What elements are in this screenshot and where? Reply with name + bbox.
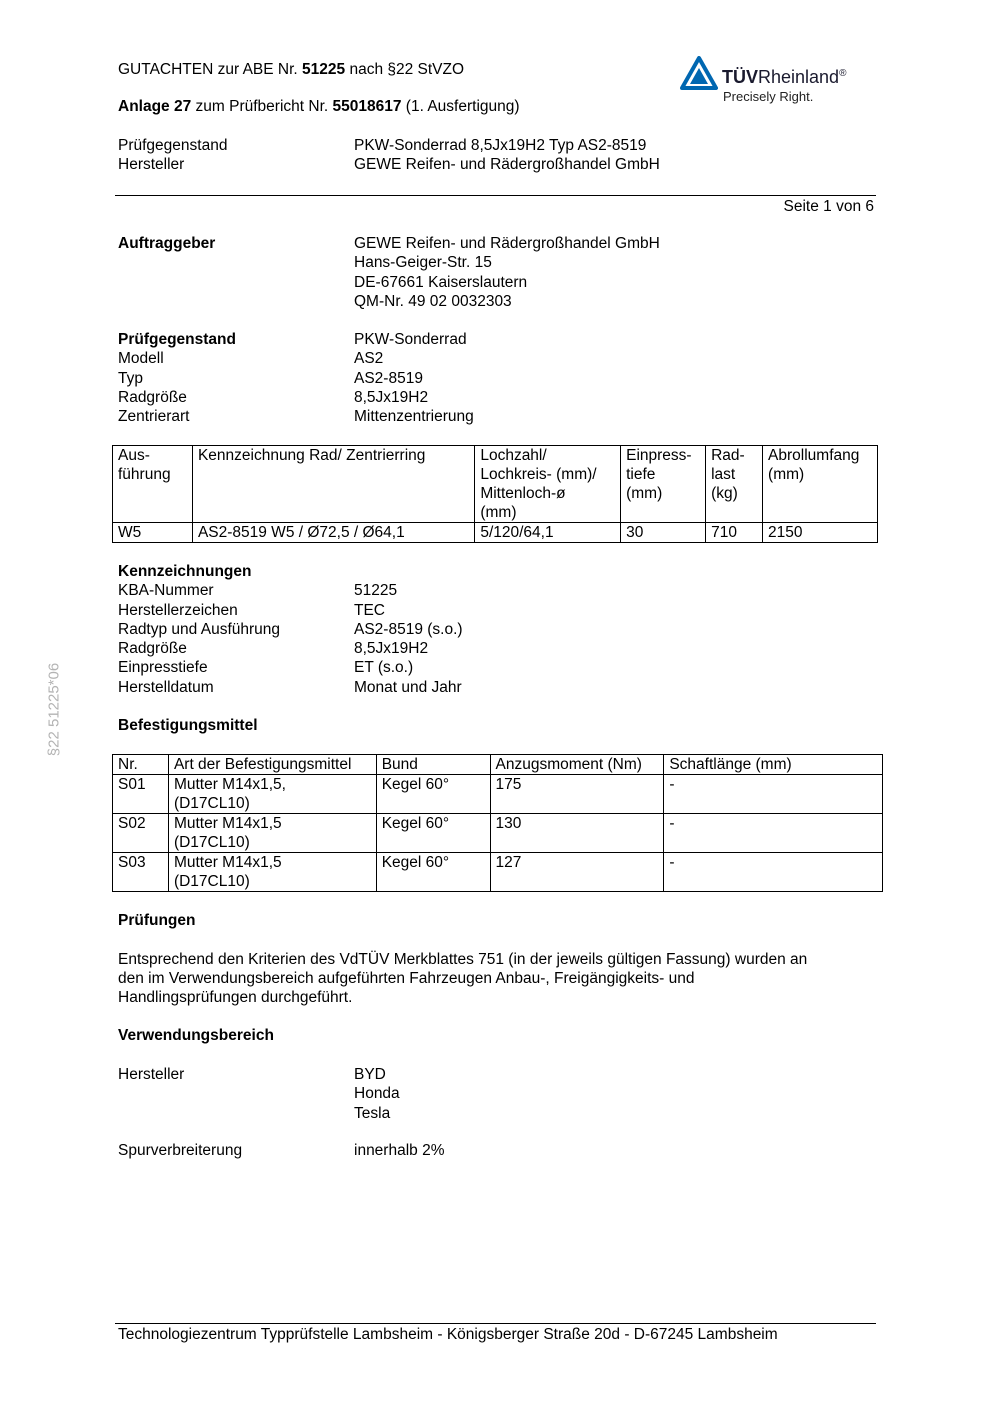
typ-label: Typ <box>118 369 143 387</box>
einpresstiefe-label: Einpresstiefe <box>118 659 208 677</box>
auftraggeber-line: DE-67661 Kaiserslautern <box>354 273 528 291</box>
table-header-cell: Kennzeichnung Rad/ Zentrierring <box>192 446 474 523</box>
pruefgegenstand-title: Prüfgegenstand <box>118 331 236 348</box>
vb-hersteller-value: Tesla <box>354 1104 391 1122</box>
sidebar-reference-code: §22 51225*06 <box>45 662 63 757</box>
radtyp-label: Radtyp und Ausführung <box>118 620 281 638</box>
table-cell: W5 <box>113 523 193 543</box>
footer-divider <box>115 1323 876 1324</box>
spur-value: innerhalb 2% <box>354 1142 445 1159</box>
pruefgegenstand-label: Prüfgegenstand <box>118 137 228 154</box>
pruefungen-title: Prüfungen <box>118 912 196 929</box>
table-cell: - <box>664 814 883 853</box>
vb-hersteller-value: BYD <box>354 1066 386 1083</box>
herstelldatum-label: Herstelldatum <box>118 678 214 696</box>
table-header-cell: Nr. <box>113 755 169 775</box>
vb-hersteller-label: Hersteller <box>118 1066 185 1083</box>
herstelldatum-value: Monat und Jahr <box>354 678 462 696</box>
logo-reg: ® <box>839 68 847 79</box>
radgroesse-value: 8,5Jx19H2 <box>354 640 429 658</box>
abe-number: 51225 <box>302 61 346 78</box>
table-cell: Mutter M14x1,5 (D17CL10) <box>168 853 376 892</box>
pruefungen-line: Entsprechend den Kriterien des VdTÜV Merkblattes 751 (in der jeweils gültigen Fassung) wurden an <box>118 951 808 968</box>
table-cell: Kegel 60° <box>376 853 490 892</box>
table-cell: - <box>664 775 883 814</box>
hersteller-value: GEWE Reifen- und Rädergroßhandel GmbH <box>354 156 660 174</box>
pruefgegenstand-main-value: PKW-Sonderrad <box>354 331 467 348</box>
table-header-cell: Abrollumfang (mm) <box>763 446 878 523</box>
table-row <box>113 814 883 853</box>
typ-value: AS2-8519 <box>354 369 423 387</box>
gutachten-line <box>118 60 464 79</box>
table-cell: S01 <box>113 775 169 814</box>
table-cell: 710 <box>706 523 763 543</box>
verwendungsbereich-title: Verwendungsbereich <box>118 1027 274 1044</box>
table-cell: Kegel 60° <box>376 775 490 814</box>
table-cell: 5/120/64,1 <box>475 523 621 543</box>
vb-hersteller-value: Honda <box>354 1085 400 1103</box>
table-cell: 30 <box>621 523 706 543</box>
table-cell: Mutter M14x1,5 (D17CL10) <box>168 814 376 853</box>
radtyp-value: AS2-8519 (s.o.) <box>354 620 463 638</box>
pruefungen-line: Handlingsprüfungen durchgeführt. <box>118 989 353 1006</box>
hersteller-label: Hersteller <box>118 156 185 174</box>
radgroesse-label: Radgröße <box>118 388 187 406</box>
auftraggeber-line: QM-Nr. 49 02 0032303 <box>354 292 512 310</box>
logo-brand-rest: Rheinland <box>758 67 840 87</box>
table-cell: S03 <box>113 853 169 892</box>
table-header-row <box>113 446 878 523</box>
table-cell: 130 <box>490 814 664 853</box>
herstellerzeichen-label: Herstellerzeichen <box>118 601 238 619</box>
modell-label: Modell <box>118 350 164 368</box>
auftraggeber-line: Hans-Geiger-Str. 15 <box>354 254 492 272</box>
table-row <box>113 775 883 814</box>
modell-value: AS2 <box>354 350 384 368</box>
table-header-cell: Lochzahl/ Lochkreis- (mm)/ Mittenloch-ø (mm) <box>475 446 621 523</box>
tuv-triangle-logo-icon <box>680 56 718 90</box>
table-header-cell: Einpress- tiefe (mm) <box>621 446 706 523</box>
table-header-row <box>113 755 883 775</box>
table-cell: 127 <box>490 853 664 892</box>
spur-label: Spurverbreiterung <box>118 1142 243 1159</box>
table-cell: Kegel 60° <box>376 814 490 853</box>
radgroesse-label: Radgröße <box>118 640 187 658</box>
table-cell: - <box>664 853 883 892</box>
herstellerzeichen-value: TEC <box>354 601 385 619</box>
anlage-line <box>118 97 520 116</box>
table-header-cell: Schaftlänge (mm) <box>664 755 883 775</box>
kba-label: KBA-Nummer <box>118 582 214 600</box>
table-cell: 175 <box>490 775 664 814</box>
table-header-cell: Rad- last (kg) <box>706 446 763 523</box>
auftraggeber-label: Auftraggeber <box>118 235 216 252</box>
zentrierart-value: Mittenzentrierung <box>354 408 474 426</box>
gutachten-suffix: nach §22 StVZO <box>349 61 465 78</box>
table-cell: AS2-8519 W5 / Ø72,5 / Ø64,1 <box>192 523 474 543</box>
kba-value: 51225 <box>354 582 398 600</box>
table-row <box>113 523 878 543</box>
pruefungen-line: den im Verwendungsbereich aufgeführten Fahrzeugen Anbau-, Freigängigkeits- und <box>118 970 695 987</box>
bericht-number: 55018617 <box>332 98 402 115</box>
pruefgegenstand-value: PKW-Sonderrad 8,5Jx19H2 Typ AS2-8519 <box>354 137 647 154</box>
table-header-cell: Aus- führung <box>113 446 193 523</box>
table-row <box>113 853 883 892</box>
kennzeichnungen-title: Kennzeichnungen <box>118 563 252 580</box>
logo-tagline: Precisely Right. <box>723 89 814 104</box>
wheel-table <box>112 445 878 543</box>
footer-address: Technologiezentrum Typprüfstelle Lambsheim - Königsberger Straße 20d - D-67245 Lambsheim <box>118 1326 778 1343</box>
table-cell: S02 <box>113 814 169 853</box>
anlage-label: Anlage 27 <box>118 98 192 115</box>
page-info: Seite 1 von 6 <box>783 198 874 215</box>
table-header-cell: Art der Befestigungsmittel <box>168 755 376 775</box>
table-header-cell: Bund <box>376 755 490 775</box>
table-cell: 2150 <box>763 523 878 543</box>
zentrierart-label: Zentrierart <box>118 408 190 426</box>
pruefungen-text <box>118 950 807 1007</box>
tuv-rheinland-logo <box>722 64 846 87</box>
befestigung-table <box>112 754 883 892</box>
table-header-cell: Anzugsmoment (Nm) <box>490 755 664 775</box>
logo-brand-bold: TÜV <box>722 67 758 87</box>
header-divider <box>115 195 876 196</box>
ausfertigung: (1. Ausfertigung) <box>405 98 520 115</box>
befestigung-title: Befestigungsmittel <box>118 717 258 734</box>
radgroesse-value: 8,5Jx19H2 <box>354 388 429 406</box>
auftraggeber-line: GEWE Reifen- und Rädergroßhandel GmbH <box>354 235 660 252</box>
table-cell: Mutter M14x1,5, (D17CL10) <box>168 775 376 814</box>
gutachten-prefix: GUTACHTEN zur ABE Nr. <box>118 61 298 78</box>
anlage-mid: zum Prüfbericht Nr. <box>195 98 329 115</box>
einpresstiefe-value: ET (s.o.) <box>354 659 414 677</box>
